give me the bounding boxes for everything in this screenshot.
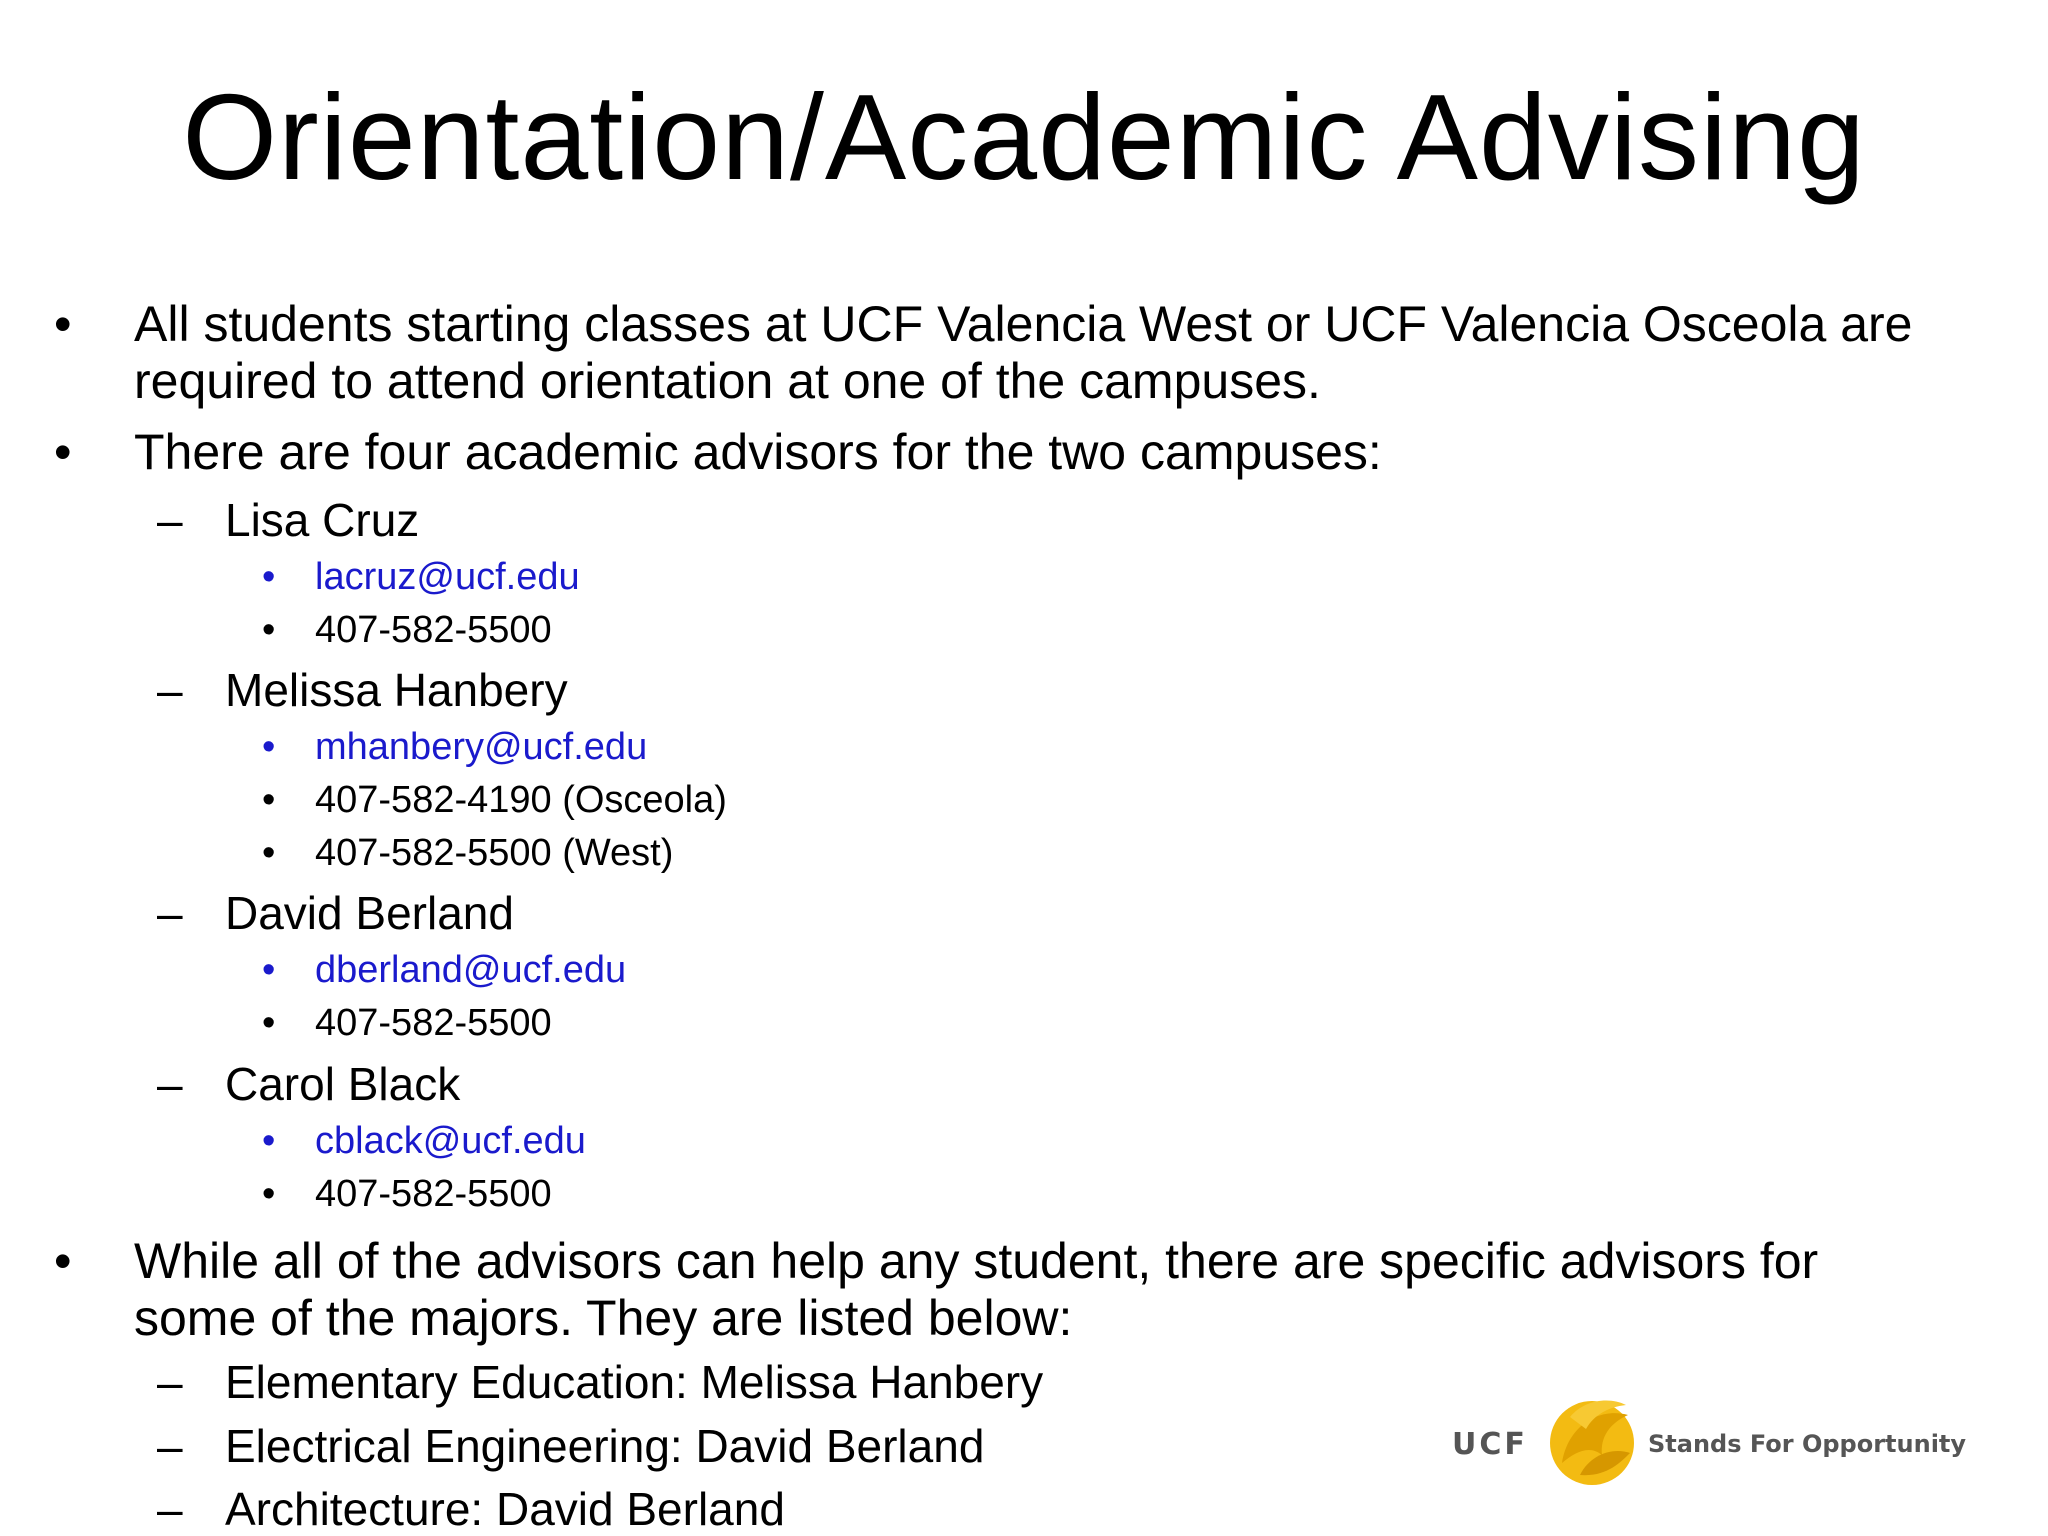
bullet-icon: • bbox=[262, 832, 276, 874]
pegasus-icon bbox=[1550, 1401, 1634, 1485]
ucf-logo bbox=[1450, 1385, 2010, 1495]
advisor-name: David Berland bbox=[225, 887, 514, 939]
advisor-email-link[interactable]: mhanbery@ucf.edu bbox=[315, 726, 648, 768]
bullet-icon: • bbox=[262, 556, 276, 598]
bullet-icon: • bbox=[262, 949, 276, 991]
bullet-2-icon: • bbox=[54, 424, 72, 480]
advisor-email-link[interactable]: dberland@ucf.edu bbox=[315, 949, 627, 991]
bullet-1-icon: • bbox=[54, 296, 72, 352]
dash-icon: – bbox=[157, 887, 183, 939]
bullet-1-line-2: required to attend orientation at one of the campuses. bbox=[134, 353, 1321, 409]
advisor-email-link[interactable]: cblack@ucf.edu bbox=[315, 1120, 586, 1162]
advisor-name: Lisa Cruz bbox=[225, 494, 420, 546]
major-advisor: Electrical Engineering: David Berland bbox=[225, 1420, 985, 1472]
advisor-phone: 407-582-5500 (West) bbox=[315, 832, 674, 874]
bullet-icon: • bbox=[262, 779, 276, 821]
advisor-email-link[interactable]: lacruz@ucf.edu bbox=[315, 556, 580, 598]
advisor-phone: 407-582-5500 bbox=[315, 1173, 552, 1215]
bullet-2-line-1: There are four academic advisors for the two campuses: bbox=[134, 424, 1382, 480]
bullet-icon: • bbox=[262, 1120, 276, 1162]
dash-icon: – bbox=[157, 1058, 183, 1110]
dash-icon: – bbox=[157, 494, 183, 546]
bullet-icon: • bbox=[262, 609, 276, 651]
bullet-1-line-1: All students starting classes at UCF Valencia West or UCF Valencia Osceola are bbox=[134, 296, 1913, 352]
major-advisor: Architecture: David Berland bbox=[225, 1483, 785, 1535]
logo-wordmark: UCF bbox=[1452, 1427, 1528, 1462]
dash-icon: – bbox=[157, 1356, 183, 1408]
dash-icon: – bbox=[157, 1420, 183, 1472]
logo-tagline: Stands For Opportunity bbox=[1648, 1430, 1967, 1458]
major-advisor: Elementary Education: Melissa Hanbery bbox=[225, 1356, 1044, 1408]
bullet-icon: • bbox=[262, 1002, 276, 1044]
dash-icon: – bbox=[157, 1483, 183, 1535]
advisor-phone: 407-582-4190 (Osceola) bbox=[315, 779, 727, 821]
dash-icon: – bbox=[157, 664, 183, 716]
bullet-icon: • bbox=[262, 1173, 276, 1215]
advisor-phone: 407-582-5500 bbox=[315, 609, 552, 651]
advisor-phone: 407-582-5500 bbox=[315, 1002, 552, 1044]
bullet-3-icon: • bbox=[54, 1233, 72, 1289]
bullet-3-line-2: some of the majors. They are listed below: bbox=[134, 1290, 1073, 1346]
bullet-icon: • bbox=[262, 726, 276, 768]
slide-title: Orientation/Academic Advising bbox=[182, 69, 1866, 205]
advisor-name: Melissa Hanbery bbox=[225, 664, 568, 716]
bullet-3-line-1: While all of the advisors can help any student, there are specific advisors for bbox=[134, 1233, 1819, 1289]
advisor-name: Carol Black bbox=[225, 1058, 461, 1110]
